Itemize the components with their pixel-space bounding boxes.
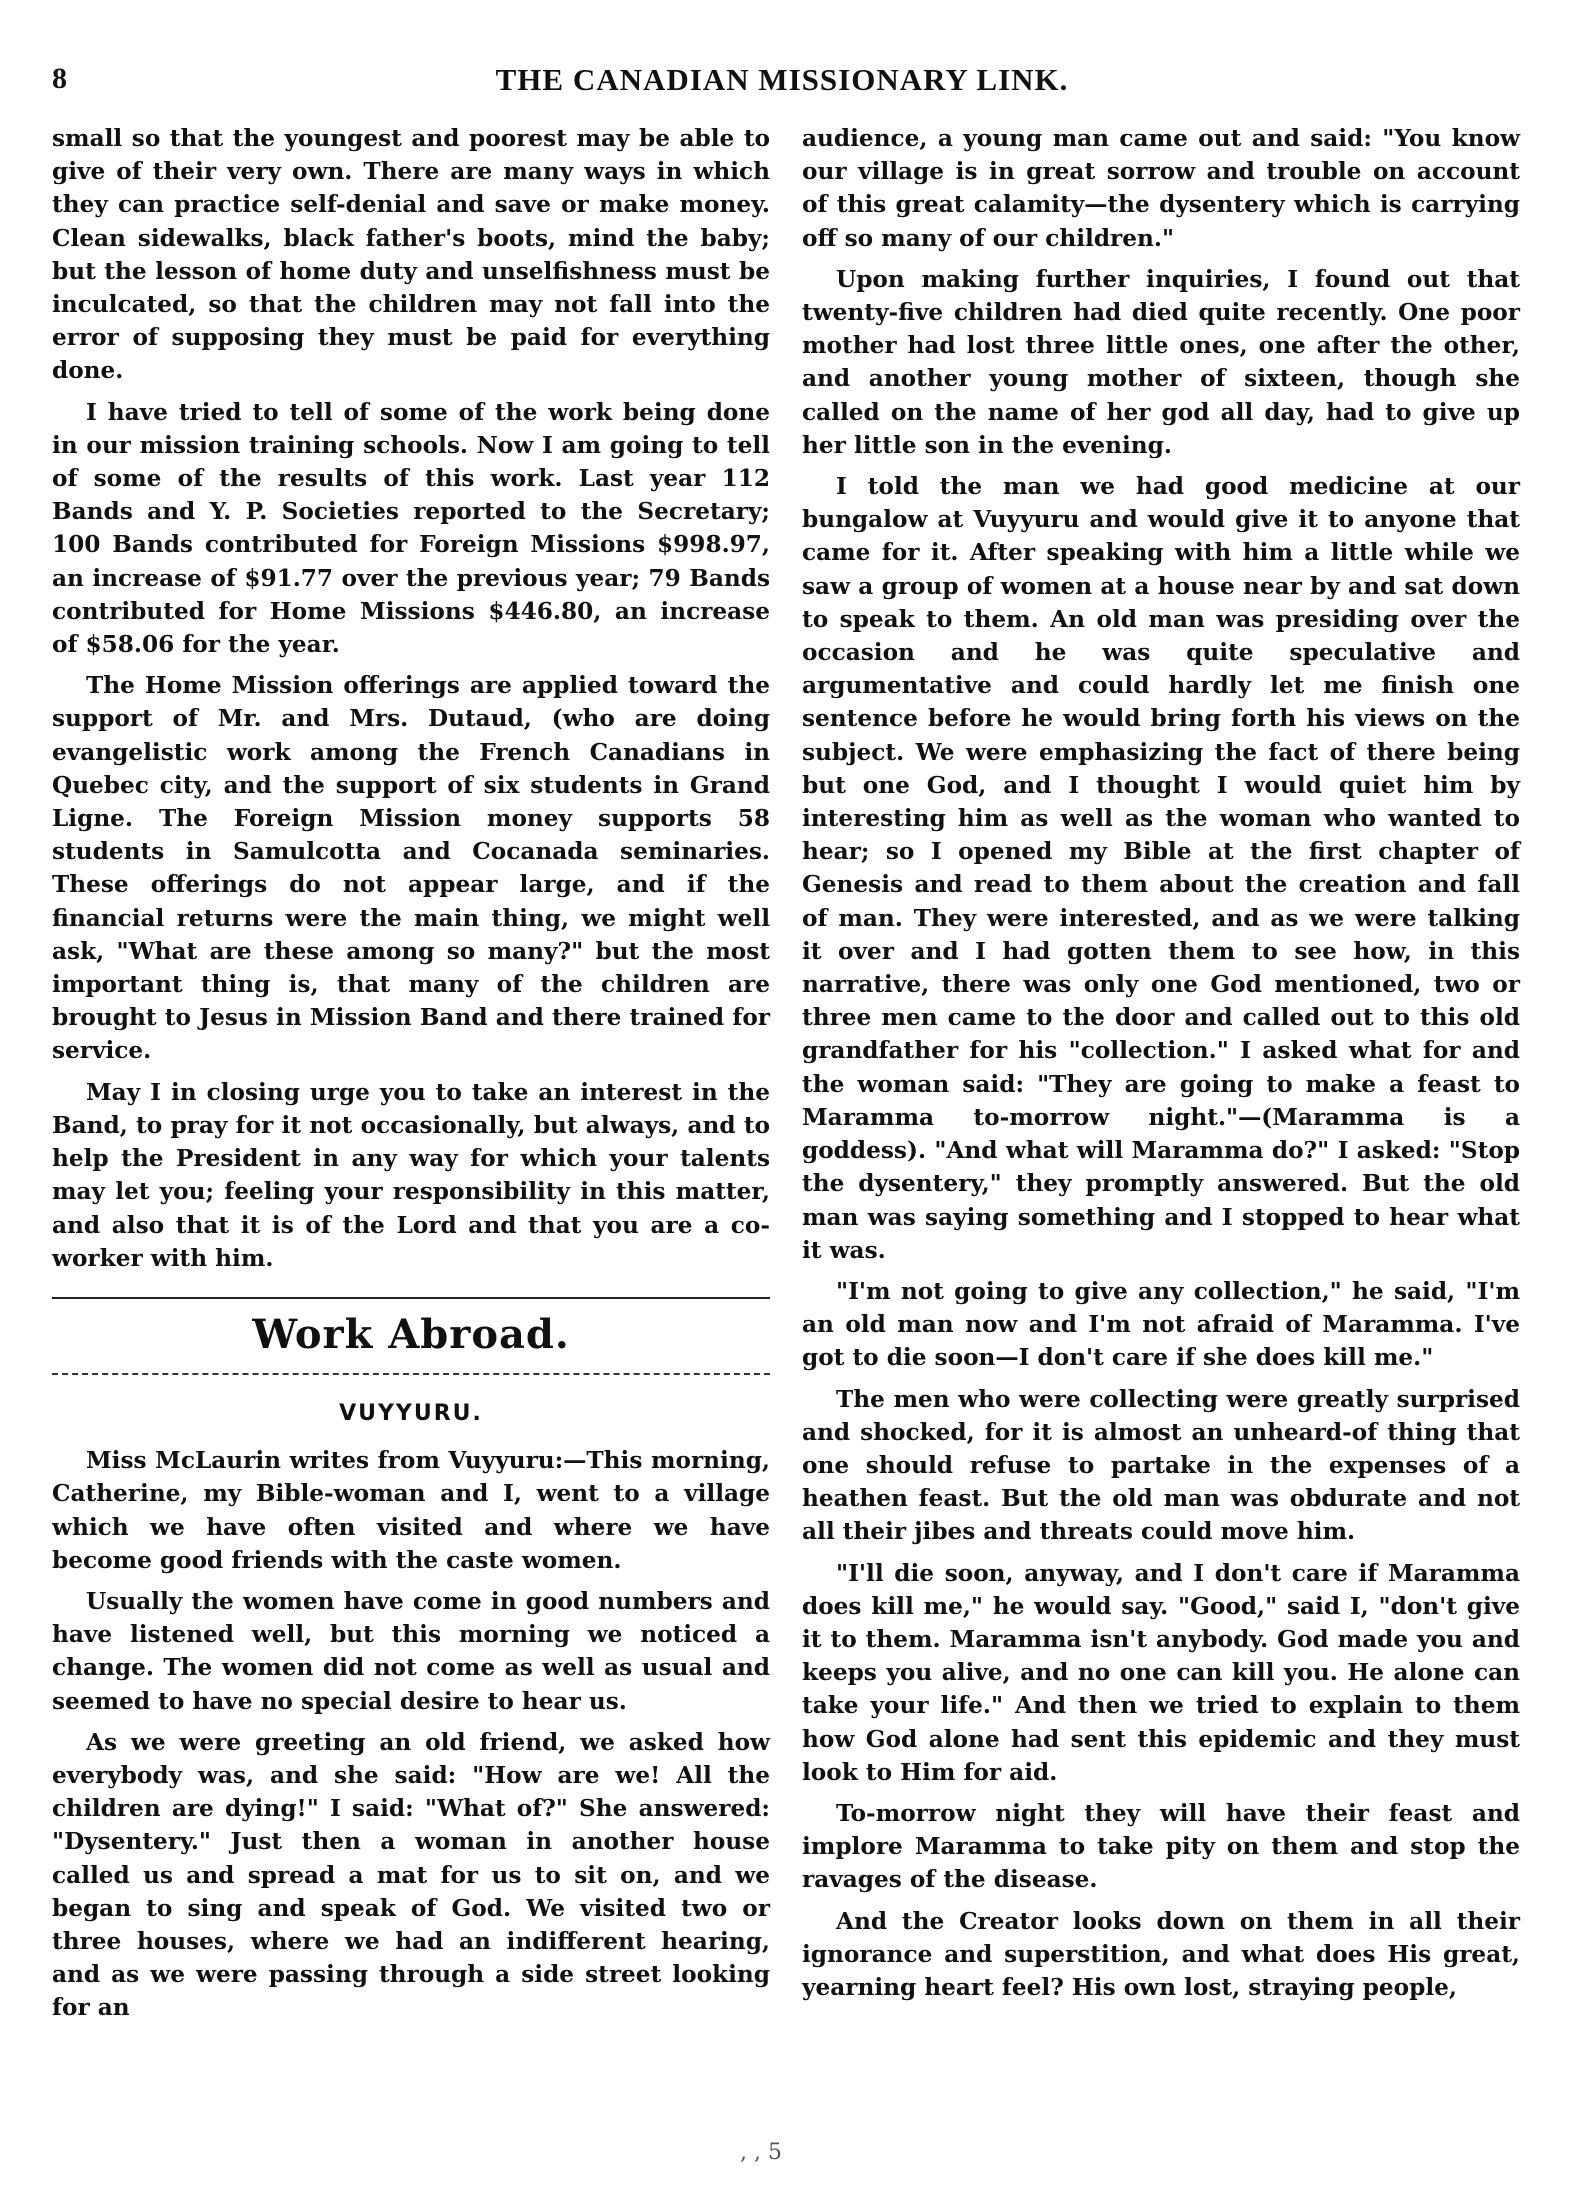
- paragraph: Upon making further inquiries, I found out that twenty-five children had died quite recently. One poor mother had lost three little ones, one after the other, and another young mother of sixteen, though she called on the name of her god all day, had to give up her little son in the evening.: [802, 265, 1520, 459]
- paragraph: May I in closing urge you to take an interest in the Band, to pray for it not occasionally, but always, and to help the President in any way for which your talents may let you; feeling your responsibility in this matter, and also that it is of the Lord and that you are a co-worker with him.: [52, 1078, 770, 1272]
- paragraph: The Home Mission offerings are applied toward the support of Mr. and Mrs. Dutaud, (who are doing evangelistic work among the French Canadians in Quebec city, and the support of six students in Grand Ligne. The Foreign Mission money supports 58 students in Samulcotta and Cocanada seminaries. These offerings do not appear large, and if the financial returns were the main thing, we might well ask, "What are these among so many?" but the most important thing is, that many of the children are brought to Jesus in Mission Band and there trained for service.: [52, 672, 770, 1065]
- section-title: Work Abroad.: [252, 1310, 570, 1358]
- running-title: THE CANADIAN MISSIONARY LINK.: [495, 62, 1069, 97]
- paragraph: As we were greeting an old friend, we asked how everybody was, and she said: "How are we! All the children are dying!" I said: "What of?" She answered: "Dysentery." Just then a woman in another house called us and spread a mat for us to sit on, and we began to sing and speak of God. We visited two or three houses, where we had an indifferent hearing, and as we were passing through a side street looking for an: [52, 1728, 770, 2022]
- left-column: [52, 122, 770, 2033]
- paragraph: Miss McLaurin writes from Vuyyuru:—This morning, Catherine, my Bible-woman and I, went to a village which we have often visited and where we have become good friends with the caste women.: [52, 1447, 770, 1574]
- paragraph: audience, a young man came out and said: "You know our village is in great sorrow and trouble on account of this great calamity—the dysentery which is carrying off so many of our children.": [802, 125, 1520, 252]
- paragraph: To-morrow night they will have their feast and implore Maramma to take pity on them and stop the ravages of the disease.: [802, 1799, 1520, 1894]
- page-header: [52, 62, 1512, 108]
- paragraph: "I'm not going to give any collection," he said, "I'm an old man now and I'm not afraid of Maramma. I've got to die soon—I don't care if she does kill me.": [802, 1277, 1520, 1372]
- paragraph: I have tried to tell of some of the work being done in our mission training schools. Now I am going to tell of some of the results of this work. Last year 112 Bands and Y. P. Societies reported to the Secretary; 100 Bands contributed for Foreign Missions $998.97, an increase of $91.77 over the previous year; 79 Bands contributed for Home Missions $446.80, an increase of $58.06 for the year.: [52, 398, 770, 659]
- footer-marks: , , 5: [740, 2140, 782, 2165]
- right-column: [802, 122, 1520, 2012]
- paragraph: And the Creator looks down on them in all their ignorance and superstition, and what does His great, yearning heart feel? His own lost, straying people,: [802, 1907, 1520, 2001]
- section-divider-dashed: [52, 1373, 770, 1375]
- page-number: 8: [52, 62, 67, 95]
- paragraph: The men who were collecting were greatly surprised and shocked, for it is almost an unheard-of thing that one should refuse to partake in the expenses of a heathen feast. But the old man was obdurate and not all their jibes and threats could move him.: [802, 1385, 1520, 1546]
- paragraph: small so that the youngest and poorest may be able to give of their very own. There are many ways in which they can practice self-denial and save or make money. Clean sidewalks, black father's boots, mind the baby; but the lesson of home duty and unselfishness must be inculcated, so that the children may not fall into the error of supposing they must be paid for everything done.: [52, 125, 770, 385]
- paragraph: I told the man we had good medicine at our bungalow at Vuyyuru and would give it to anyone that came for it. After speaking with him a little while we saw a group of women at a house near by and sat down to speak to them. An old man was presiding over the occasion and he was quite speculative and argumentative and could hardly let me finish one sentence before he would bring forth his views on the subject. We were emphasizing the fact of there being but one God, and I thought I would quiet him by interesting him as well as the woman who wanted to hear; so I opened my Bible at the first chapter of Genesis and read to them about the creation and fall of man. They were interested, and as we were talking it over and I had gotten them to see how, in this narrative, there was only one God mentioned, two or three men came to the door and called out to this old grandfather for his "collection." I asked what for and the woman said: "They are going to make a feast to Maramma to-morrow night."—(Maramma is a goddess). "And what will Maramma do?" I asked: "Stop the dysentery," they promptly answered. But the old man was saying something and I stopped to hear what it was.: [802, 473, 1520, 1264]
- section-divider: [52, 1297, 770, 1299]
- paragraph: Usually the women have come in good numbers and have listened well, but this morning we noticed a change. The women did not come as well as usual and seemed to have no special desire to hear us.: [52, 1587, 770, 1715]
- paragraph: "I'll die soon, anyway, and I don't care if Maramma does kill me," he would say. "Good," said I, "don't give it to them. Maramma isn't anybody. God made you and keeps you alive, and no one can kill you. He alone can take your life." And then we tried to explain to them how God alone had sent this epidemic and they must look to Him for aid.: [802, 1559, 1520, 1786]
- subsection-title: VUYYURU.: [339, 1400, 483, 1426]
